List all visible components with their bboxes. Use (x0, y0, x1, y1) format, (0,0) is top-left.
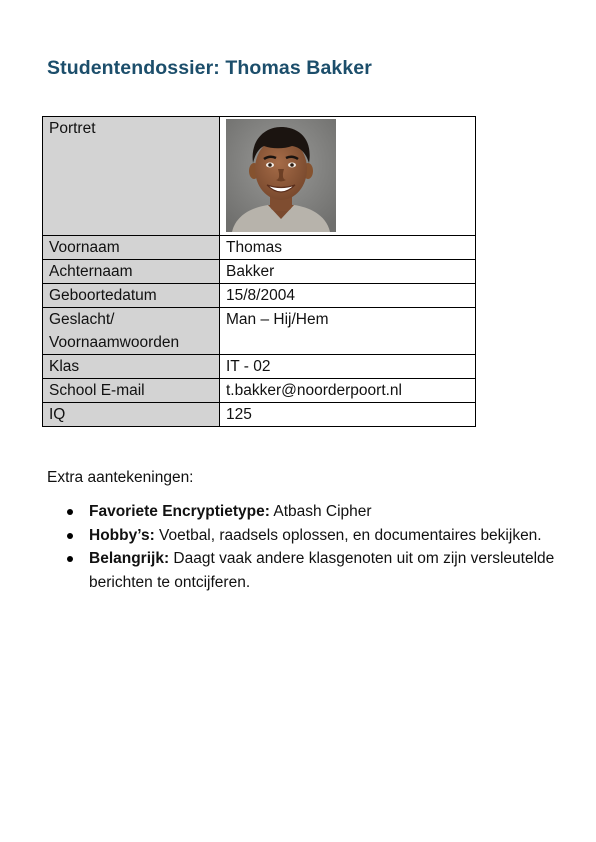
note-text: Daagt vaak andere klasgenoten uit om zijn versleutelde berichten te ontcijferen. (89, 550, 555, 591)
field-label: Geslacht/ Voornaamwoorden (43, 308, 220, 355)
table-row (43, 355, 476, 379)
field-value: Thomas (220, 236, 476, 260)
table-row (43, 260, 476, 284)
note-text: Atbash Cipher (269, 503, 372, 520)
field-label: Klas (43, 355, 220, 379)
bullet-icon (67, 556, 73, 562)
bullet-icon (67, 509, 73, 515)
field-value: 15/8/2004 (220, 284, 476, 308)
table-row (43, 308, 476, 355)
note-key: Hobby’s: (89, 526, 155, 544)
field-label: Geboortedatum (43, 284, 220, 308)
bullet-icon (67, 533, 73, 539)
table-row (43, 236, 476, 260)
student-info-table (42, 116, 476, 427)
field-label: Achternaam (43, 260, 220, 284)
note-key: Belangrijk: (89, 550, 170, 567)
notes-list (47, 500, 596, 594)
table-row-portrait (43, 117, 476, 236)
field-value: IT - 02 (220, 355, 476, 379)
note-text: Voetbal, raadsels oplossen, en documentaires bekijken. (154, 526, 542, 544)
field-value-portrait (220, 117, 476, 236)
list-item (89, 500, 596, 524)
field-value: Man – Hij/Hem (220, 308, 476, 355)
list-item (89, 524, 596, 548)
table-row (43, 284, 476, 308)
page-title: Studentendossier: Thomas Bakker (47, 57, 372, 79)
list-item (89, 547, 596, 594)
field-label: Voornaam (43, 236, 220, 260)
field-label: IQ (43, 403, 220, 427)
portrait-photo (226, 119, 336, 232)
field-value: Bakker (220, 260, 476, 284)
notes-heading: Extra aantekeningen: (47, 469, 194, 486)
table-row (43, 379, 476, 403)
table-row (43, 403, 476, 427)
field-label-portrait: Portret (43, 117, 220, 236)
note-key: Favoriete Encryptietype: (89, 503, 270, 520)
field-value: t.bakker@noorderpoort.nl (220, 379, 476, 403)
field-label: School E-mail (43, 379, 220, 403)
field-value: 125 (220, 403, 476, 427)
